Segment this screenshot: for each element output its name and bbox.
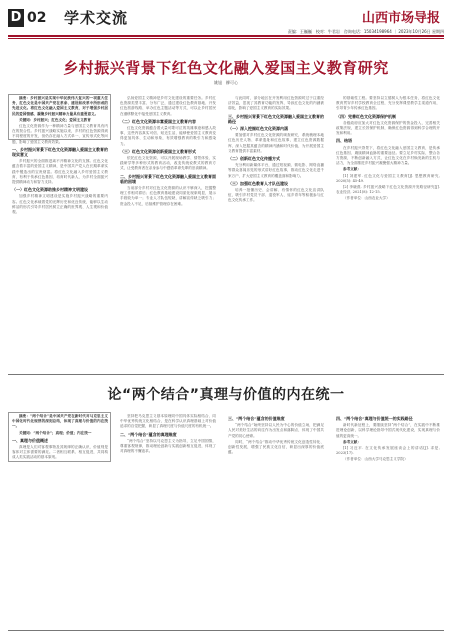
paragraph: 参考文献： (343, 167, 361, 172)
page-letter-badge: D (8, 9, 24, 27)
article2-title: 论“两个结合”真理与价值的内在统一 (107, 387, 345, 403)
section-heading: （一）深入挖掘红色文化资源内涵 (228, 126, 288, 132)
paragraph: 加强乡村精神文明建设是实施乡村振兴战略的重要内容。红色文化承载着党的光辉历史和优良传统，能够以生动鲜活的形式引导乡村居民树立正确的世界观、人生观和价值观。 (12, 194, 108, 215)
newspaper-name: 山西市场导报 (361, 11, 440, 26)
paragraph: 参考文献： (343, 439, 361, 444)
paragraph: 弘扬爱国主义精神是乡村文化建设的重要任务。乡村红色资源类型丰富、分布广泛，通过建设红色教育基地、开发红色旅游线路、举办红色主题活动等方式，可以让乡村居民在潜移默化中接受爱国主义教育。 (120, 96, 216, 116)
article2-column-2 (120, 414, 216, 626)
header-rule-thin (8, 38, 444, 39)
paragraph: 坚持把马克思主义基本原理同中国具体实际相结合、同中华优秀传统文化相结合，是在科学认识真理基础上对价值追求的自觉把握，彰显了真理尺度与价值尺度的有机统一。 (120, 414, 216, 429)
section-heading: （一）红色文化资源助推乡村精神文明建设 (12, 187, 88, 193)
article2-column-3 (228, 414, 324, 626)
paragraph: 红色文化资源作为一种精神力量与爱国主义教育具有内在的契合性。乡村振兴战略实施以来，乡村的红色资源得到不同程度的开发，但仍存在融入方式单一、宣传形式化等问题，影响了爱国主义教育效果。 (12, 124, 108, 144)
paragraph: 关键词：“两个结合”；真理；价值；内在统一 (19, 430, 92, 435)
section-heading: 四、“两个结合”真理与价值统一的实践路径 (336, 416, 413, 421)
article1-column-2 (120, 96, 216, 368)
paragraph: 真理是人们对客观事物及其规律的正确认识，价值则是客体对主体需要的满足。二者相互联系、相互促进，共同构成人类实践活动的基本原则。 (12, 445, 108, 460)
paragraph: [1] 习近平. 在文化传承发展座谈会上的讲话[J]. 求是, 2023(17). (336, 446, 440, 456)
page-number: 02 (27, 10, 47, 26)
paragraph: 新时代新征程上，要继续坚持“两个结合”，在实践中不断推进理论创新，以科学理论指导中国式现代化建设，实现真理与价值的更高统一。 (336, 423, 440, 438)
page-header (8, 5, 444, 35)
article2-column-1 (12, 414, 108, 626)
article-divider (8, 374, 444, 375)
paragraph: 要加强对乡村红色文化资源的调查研究，系统梳理本地红色历史人物、革命遗址和红色故事，建立红色资源数据库，深入挖掘其蕴含的精神内涵和时代价值，为开展爱国主义教育提供丰富素材。 (228, 133, 324, 153)
article1-column-1 (12, 96, 108, 368)
section-title: 学术交流 (64, 9, 129, 27)
section-heading: 三、“两个结合”蕴含的价值维度 (228, 416, 285, 421)
paragraph: 的基础性工程。要坚持以立德树人为根本任务，将红色文化教育贯穿乡村学校教育全过程，充分发挥课堂教学主渠道作用，引导青少年传承红色基因。 (336, 96, 440, 111)
paragraph: 关键词：乡村振兴；红色文化；爱国主义教育 (19, 117, 91, 122)
section-heading: 一、真理与价值概述 (12, 437, 48, 443)
paragraph: 在乡村振兴背景下，将红色文化融入爱国主义教育，是传承红色基因、赓续精神血脉的重要途径。要立足乡村实际，整合各方资源，不断创新融入方式，让红色文化在乡村焕发新的生机与活力，为全面推进乡村振兴凝聚强大精神力量。 (336, 145, 440, 166)
paragraph: （作者单位：山西大学马克思主义学院） (343, 457, 408, 462)
section-heading: （三）加强红色教育人才队伍建设 (228, 180, 288, 186)
article1-column-3 (228, 96, 324, 368)
article2-column-4 (336, 414, 440, 626)
paragraph: 乡村振兴的全面推进离不开精神文化的支撑。红色文化蕴含着丰富的爱国主义精神，是中国共产党人在长期革命实践中锻造出的宝贵财富。将红色文化融入乡村爱国主义教育，有利于传承红色基因、培育时代新人，为乡村全面振兴提供精神动力和智力支持。 (12, 159, 108, 185)
paragraph: “两个结合”坚持以马克思主义为指导，立足中国国情，尊重客观规律，推动理论创新与实践创新相互促进，体现了对真理的不懈追求。 (120, 438, 216, 454)
section-heading: （二）红色文化资源丰富爱国主义教育内容 (120, 118, 196, 124)
paragraph: 依托红色文化资源，可以开展现场教学、情景体验、实践研学等多种形式的教育活动，改变传统说教式的教育方式，让受教育者在亲身参与中感悟革命先辈的崇高精神。 (120, 156, 216, 171)
header-meta: 责编：王巍巍 校对：牛君岩 咨询电话：15034198964 ｜ 2023年10月26日 星期四 (287, 29, 444, 34)
paragraph: [2] 李晓燕. 乡村振兴战略下红色文化资源开发路径研究[J]. 农业经济, 2021(8): 12-15. (336, 185, 440, 195)
article1-column-4 (336, 96, 440, 368)
paragraph: 与此同时，部分地区在开发利用红色资源时过于注重经济效益，忽视了其教育功能的发挥，导致红色文化的内涵被弱化，影响了爱国主义教育的实际效果。 (228, 96, 324, 111)
paragraph: 摘要：乡村振兴是实现中华民族伟大复兴的一项重大任务，红色文化是中国共产党在革命、建设和改革中所形成的先进文化。将红色文化融入爱国主义教育，对于增强乡村居民的爱国情感、凝聚乡村振兴精神力量具有重要意义。 (12, 96, 108, 116)
paragraph: “两个结合”始终坚持以人民为中心的价值立场，把满足人民对美好生活的向往作为出发点和落脚点，体现了中国共产党的初心使命。 (228, 423, 324, 438)
section-heading: 二、“两个结合”蕴含的真理维度 (120, 431, 177, 437)
article1-byline: 姚旭 柳可心 (214, 80, 238, 85)
paragraph: （作者单位：山西农业大学） (343, 196, 390, 201)
paragraph: 同时，“两个结合”推动中华优秀传统文化创造性转化、创新性发展，增强了民族文化自信，彰显出深厚的价值底蕴。 (228, 439, 324, 455)
paragraph: 培养一批懂历史、会讲解、有情怀的红色文化宣讲队伍，吸引乡村党员干部、退役军人、返乡青年等积极参与红色文化传承工作。 (228, 188, 324, 203)
section-heading: （二）创新红色文化传播方式 (228, 156, 280, 162)
header-rule (8, 35, 444, 37)
paragraph: 摘要：“两个结合”是中国共产党在新时代对马克思主义中国化时代化规律的深刻总结，体现了真理与价值的内在统一。 (12, 414, 108, 429)
section-heading: 四、结语 (336, 138, 352, 144)
section-heading: （四）完善红色文化资源保护机制 (336, 113, 396, 119)
paragraph: [1] 刘建军. 红色文化与爱国主义教育[J]. 思想教育研究, 2020(5): 45-49. (336, 173, 440, 183)
paragraph: 红色文化资源蕴含着大量可歌可泣的英雄事迹和感人故事，这些内容真实可信、贴近生活，能够使爱国主义教育变得更加具体、生动和形象，有效增强教育的吸引力和感染力。 (120, 126, 216, 146)
section-heading: 三、乡村振兴背景下红色文化资源融入爱国主义教育的路径 (228, 113, 324, 124)
footer-rule (8, 630, 444, 631)
section-heading: （三）红色文化资源创新爱国主义教育形式 (120, 148, 196, 154)
section-heading: 一、乡村振兴背景下红色文化资源融入爱国主义教育的现实意义 (12, 146, 108, 158)
paragraph: 各级政府应加大对红色文化资源保护的资金投入，完善相关政策法规，建立长效保护机制，确保红色资源得到科学合理的开发和利用。 (336, 120, 440, 136)
paragraph: 充分利用新媒体平台，通过短视频、微电影、网络直播等群众喜闻乐见的形式讲好红色故事，推动红色文化走进千家万户，扩大爱国主义教育的覆盖面和影响力。 (228, 163, 324, 178)
article1-title: 乡村振兴背景下红色文化融入爱国主义教育研究 (63, 59, 389, 77)
paragraph: 当前部分乡村对红色文化资源的认识不够深入，挖掘整理工作相对滞后；红色教育基地建设同质化现象明显，展示手段较为单一；专业人才队伍短缺，讲解宣传缺乏吸引力；资金投入不足，后续维护管理存在困难。 (120, 186, 216, 206)
section-heading: 二、乡村振兴背景下红色文化资源融入爱国主义教育面临的困境 (120, 173, 216, 184)
